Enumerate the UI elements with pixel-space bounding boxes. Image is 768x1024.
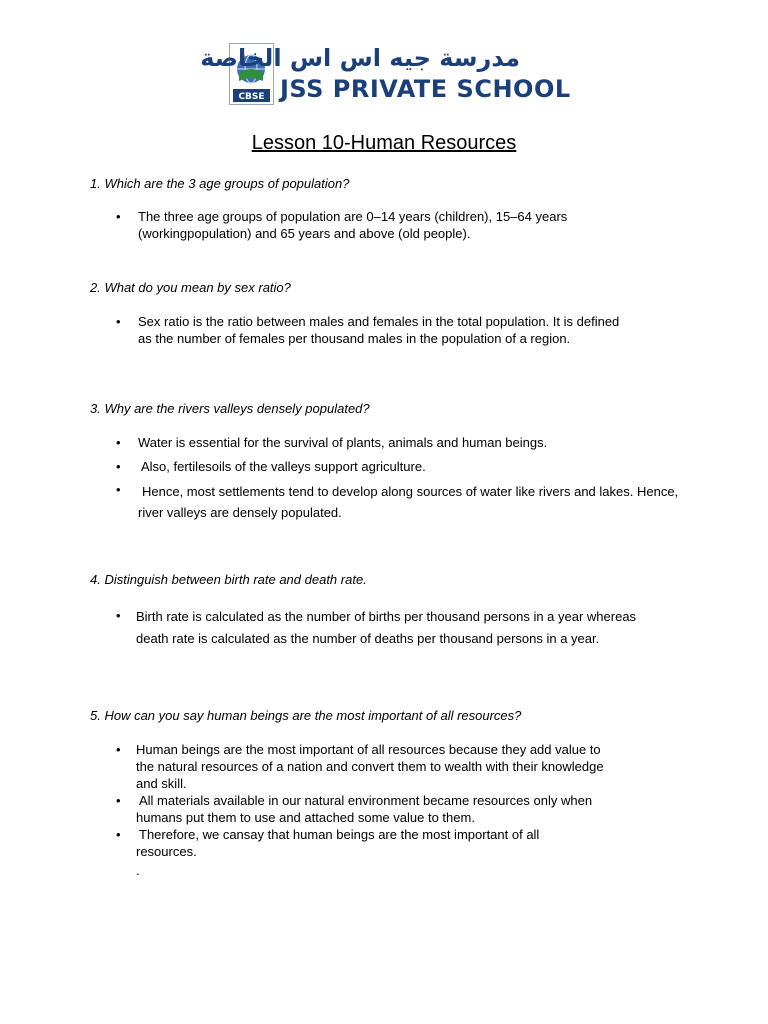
answer-5-1: Human beings are the most important of all resources because they add value to the natural resources of a nation and convert them to wealth with their knowledge and skill. [136,742,604,791]
question-5: 5. How can you say human beings are the most important of all resources? [90,708,522,723]
bullet-icon: • [116,482,121,497]
question-3: 3. Why are the rivers valleys densely populated? [90,401,370,416]
bullet-icon: • [116,793,121,808]
logo-label: CBSE [238,92,265,102]
answer-1-1: The three age groups of population are 0–14 years (children), 15–64 years (workingpopulation) and 65 years and above (old people). [138,209,568,241]
answer-3-2: Also, fertilesoils of the valleys support agriculture. [141,459,426,474]
bullet-icon: • [116,209,121,224]
bullet-icon: • [116,827,121,842]
answer-3-1: Water is essential for the survival of plants, animals and human beings. [138,435,548,450]
school-name-arabic: مدرسة جيه اس اس الخاصة [200,44,520,72]
answer-5-3: Therefore, we cansay that human beings are the most important of all resources. [136,827,540,859]
answer-3-3: Hence, most settlements tend to develop along sources of water like rivers and lakes. Hence, river valleys are densely populated. [138,484,679,520]
answer-4-1: Birth rate is calculated as the number of births per thousand persons in a year whereas death rate is calculated as the number of deaths per thousand persons in a year. [136,609,637,646]
bullet-icon: • [116,435,121,450]
answer-5-2: All materials available in our natural environment became resources only when humans put them to use and attached some value to them. [136,793,593,825]
bullet-icon: • [116,459,121,474]
answer-2-1: Sex ratio is the ratio between males and females in the total population. It is defined as the number of females per thousand males in the population of a region. [138,314,620,346]
bullet-icon: • [116,314,121,329]
trailing-period: . [136,863,140,878]
question-2: 2. What do you mean by sex ratio? [90,280,291,295]
bullet-icon: • [116,608,121,623]
school-name: JSS PRIVATE SCHOOL [280,75,571,103]
school-header [200,41,571,107]
question-1: 1. Which are the 3 age groups of population? [90,176,350,191]
page-title: Lesson 10-Human Resources [251,132,517,154]
bullet-icon: • [116,742,121,757]
question-4: 4. Distinguish between birth rate and death rate. [90,572,367,587]
